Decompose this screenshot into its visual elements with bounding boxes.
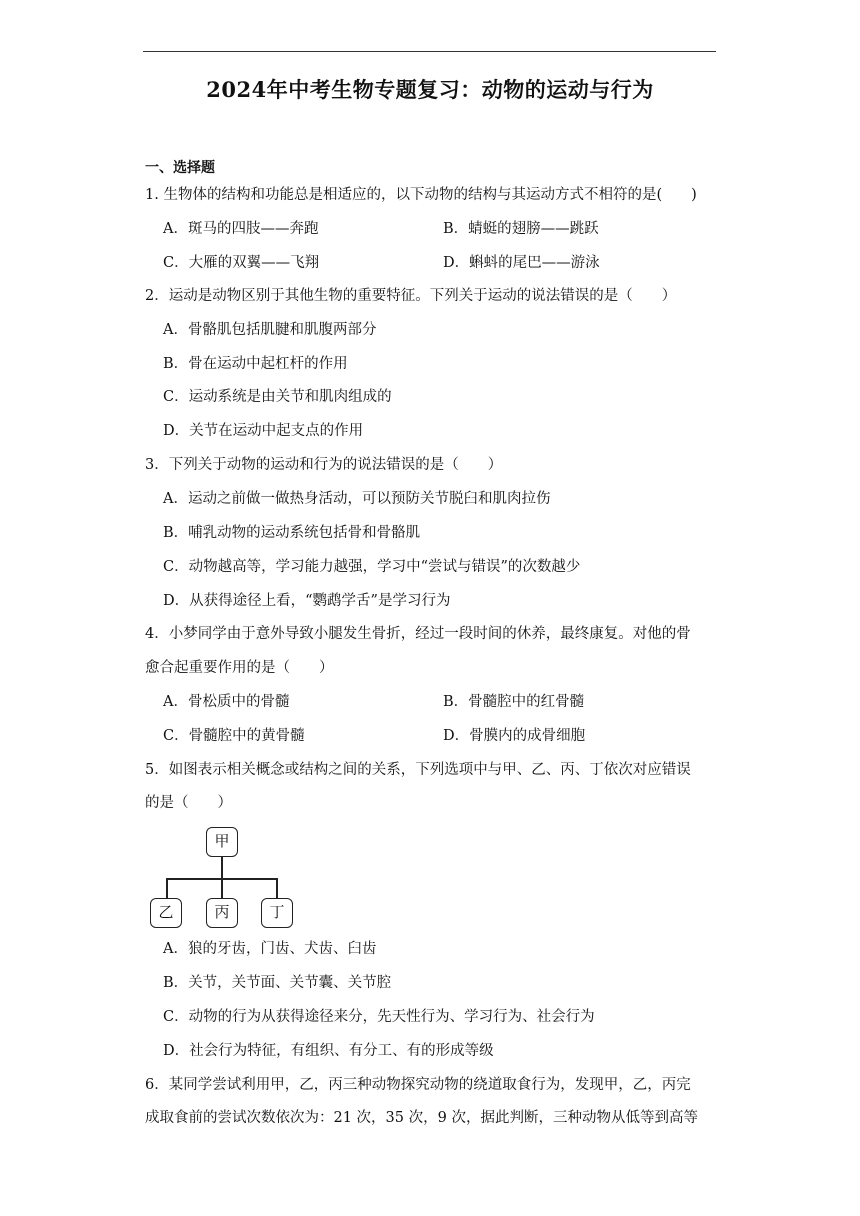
diagram-node-top: 甲	[206, 827, 238, 857]
question-4-option-a: A．骨松质中的骨髓	[163, 694, 290, 710]
question-6-stem-line-1: 6．某同学尝试利用甲，乙，丙三种动物探究动物的绕道取食行为，发现甲，乙，丙完	[145, 1077, 691, 1093]
question-5-option-a: A．狼的牙齿，门齿、犬齿、臼齿	[163, 941, 377, 957]
question-1-option-b: B．蜻蜓的翅膀——跳跃	[443, 221, 599, 237]
question-5-option-b: B．关节，关节面、关节囊、关节腔	[163, 975, 392, 991]
question-1-stem: 1. 生物体的结构和功能总是相适应的，以下动物的结构与其运动方式不相符的是( )	[145, 187, 697, 203]
question-2-stem: 2．运动是动物区别于其他生物的重要特征。下列关于运动的说法错误的是（ ）	[145, 288, 677, 304]
diagram-connector-right	[276, 878, 278, 899]
question-3-option-b: B．哺乳动物的运动系统包括骨和骨骼肌	[163, 525, 421, 541]
page-title: 2024年中考生物专题复习：动物的运动与行为	[206, 77, 654, 102]
section-heading: 一、选择题	[145, 160, 215, 176]
diagram-node-middle: 丙	[206, 898, 238, 928]
question-6-stem-line-2: 成取食前的尝试次数依次为：21 次，35 次，9 次，据此判断，三种动物从低等到高等	[145, 1110, 698, 1126]
diagram-connector-left	[166, 878, 168, 899]
question-1-option-d: D．蝌蚪的尾巴——游泳	[443, 255, 600, 271]
question-2-option-a: A．骨骼肌包括肌腱和肌腹两部分	[163, 322, 377, 338]
diagram-node-left: 乙	[150, 898, 182, 928]
question-5-option-c: C．动物的行为从获得途径来分，先天性行为、学习行为、社会行为	[163, 1009, 595, 1025]
question-3-option-c: C．动物越高等，学习能力越强，学习中“尝试与错误”的次数越少	[163, 559, 581, 575]
diagram-connector-horizontal	[166, 878, 278, 880]
question-5-stem-line-1: 5．如图表示相关概念或结构之间的关系，下列选项中与甲、乙、丙、丁依次对应错误	[145, 762, 691, 778]
concept-tree-diagram	[145, 818, 315, 933]
question-5-stem-line-2: 的是（ ）	[145, 795, 232, 811]
question-4-stem-line-2: 愈合起重要作用的是（ ）	[145, 660, 334, 676]
question-5-option-d: D．社会行为特征，有组织、有分工、有的形成等级	[163, 1043, 494, 1059]
diagram-node-right: 丁	[261, 898, 293, 928]
question-4-option-d: D．骨膜内的成骨细胞	[443, 728, 586, 744]
question-2-option-c: C．运动系统是由关节和肌肉组成的	[163, 389, 392, 405]
question-2-option-b: B．骨在运动中起杠杆的作用	[163, 356, 348, 372]
question-2-option-d: D．关节在运动中起支点的作用	[163, 423, 364, 439]
question-4-stem-line-1: 4．小梦同学由于意外导致小腿发生骨折，经过一段时间的休养，最终康复。对他的骨	[145, 626, 691, 642]
question-4-option-c: C．骨髓腔中的黄骨髓	[163, 728, 305, 744]
question-3-stem: 3．下列关于动物的运动和行为的说法错误的是（ ）	[145, 457, 503, 473]
question-1-option-c: C．大雁的双翼——飞翔	[163, 255, 320, 271]
question-1-option-a: A．斑马的四肢——奔跑	[163, 221, 319, 237]
question-4-option-b: B．骨髓腔中的红骨髓	[443, 694, 585, 710]
question-3-option-d: D．从获得途径上看，“鹦鹉学舌”是学习行为	[163, 593, 451, 609]
header-rule	[143, 51, 716, 52]
question-3-option-a: A．运动之前做一做热身活动，可以预防关节脱臼和肌肉拉伤	[163, 491, 551, 507]
